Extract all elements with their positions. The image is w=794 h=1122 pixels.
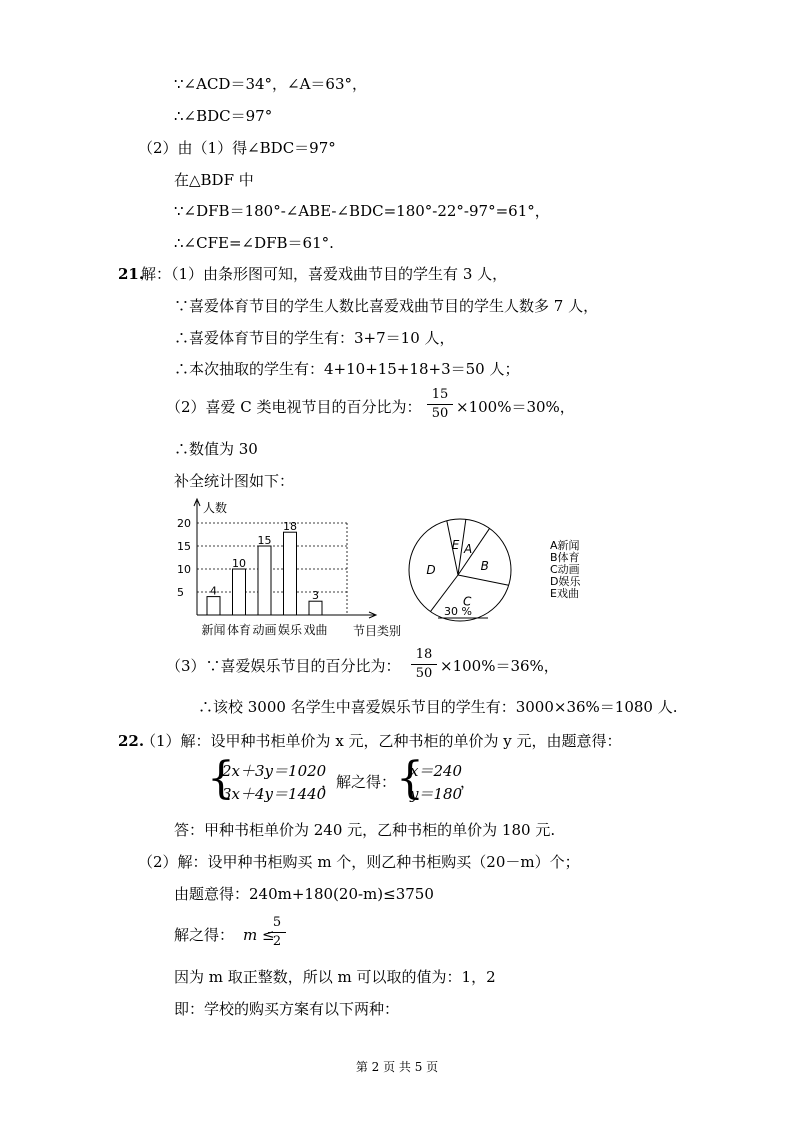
pie-slice-label: D	[426, 563, 436, 578]
bar-value-label: 10	[232, 557, 246, 570]
y-tick-label: 20	[177, 517, 191, 530]
bar-chart	[170, 495, 410, 640]
y-tick-label: 10	[177, 563, 191, 576]
text-line: 即：学校的购买方案有以下两种：	[174, 1000, 400, 1018]
legend-item: E戏曲	[550, 587, 579, 600]
left-brace: {	[396, 753, 424, 804]
text-line: ∵∠DFB＝180°-∠ABE-∠BDC=180°-22°-97°=61°，	[174, 202, 550, 220]
x-tick-label: 娱乐	[277, 623, 303, 637]
text-line: （1）解：设甲种书柜单价为 x 元，乙种书柜的单价为 y 元，由题意得：	[141, 732, 622, 750]
text-line: ∴喜爱体育节目的学生有：3+7＝10 人，	[174, 329, 455, 347]
pie-slice-label: A	[464, 541, 473, 556]
fraction	[411, 646, 437, 683]
text-line: ∴该校 3000 名学生中喜爱娱乐节目的学生有：3000×36%＝1080 人.	[198, 698, 678, 716]
page-footer: 第 2 页 共 5 页	[355, 1060, 439, 1074]
text-line: 答：甲种书柜单价为 240 元，乙种书柜的单价为 180 元.	[174, 821, 556, 839]
pie-slice-label: B	[480, 559, 489, 574]
bar-value-label: 15	[257, 534, 272, 547]
fraction-denominator: 2	[272, 934, 282, 949]
pie-legend	[550, 540, 580, 600]
bar	[207, 597, 220, 615]
text-line: ∴∠CFE=∠DFB＝61°.	[174, 234, 334, 252]
text-line: ∴本次抽取的学生有：4+10+15+18+3＝50 人；	[174, 360, 520, 378]
x-tick-label: 戏曲	[303, 623, 328, 637]
question-number: 21.	[118, 265, 145, 283]
text-line: ×100%＝36%，	[440, 657, 559, 675]
equation: y＝180	[410, 785, 463, 803]
text-line: 解之得：	[174, 926, 235, 944]
text-line: ，	[460, 773, 476, 791]
text-line: ∵∠ACD＝34°，∠A＝63°，	[174, 75, 368, 93]
text-line: （2）由（1）得∠BDC＝97°	[138, 139, 336, 157]
inequality: m ≤	[243, 926, 275, 944]
text-line: ，解之得：	[321, 773, 397, 791]
bar	[233, 569, 246, 615]
text-line: （2）解：设甲种书柜购买 m 个，则乙种书柜购买（20－m）个；	[138, 853, 580, 871]
fraction-numerator: 18	[411, 646, 437, 665]
y-tick-label: 15	[177, 540, 191, 553]
legend-item: B体育	[550, 551, 580, 564]
x-tick-label: 新闻	[201, 623, 226, 637]
legend-item: C动画	[550, 563, 580, 576]
pie-chart	[400, 515, 540, 625]
question-number: 22.	[118, 732, 145, 750]
text-line: 由题意得：240m+180(20-m)≤3750	[174, 885, 434, 903]
equation: x＝240	[410, 762, 463, 780]
text-line: ∴∠BDC＝97°	[174, 107, 273, 125]
text-line: 补全统计图如下：	[174, 472, 295, 490]
text-line: （2）喜爱 C 类电视节目的百分比为：	[166, 398, 422, 416]
fraction	[268, 914, 286, 951]
text-line: 解：（1）由条形图可知，喜爱戏曲节目的学生有 3 人，	[141, 265, 508, 283]
x-axis-label: 节目类别	[353, 624, 402, 638]
x-tick-label: 动画	[252, 623, 277, 637]
bar	[284, 532, 297, 615]
fraction-numerator: 5	[268, 914, 286, 933]
bar	[309, 601, 322, 615]
fraction-numerator: 15	[427, 386, 453, 405]
equation: 3x＋4y＝1440	[222, 785, 327, 803]
y-tick-label: 5	[177, 586, 184, 599]
y-axis-label: 人数	[203, 501, 228, 515]
equation: 2x＋3y＝1020	[222, 762, 327, 780]
text-line: 在△BDF 中	[174, 171, 254, 189]
text-line: ×100%＝30%，	[456, 398, 575, 416]
fraction-denominator: 50	[415, 666, 433, 681]
text-line: 因为 m 取正整数，所以 m 可以取的值为：1，2	[174, 968, 496, 986]
legend-item: D娱乐	[550, 575, 581, 588]
text-line: ∵喜爱体育节目的学生人数比喜爱戏曲节目的学生人数多 7 人，	[174, 297, 599, 315]
text-line: ∴数值为 30	[174, 440, 258, 458]
pie-slice-label: E	[451, 538, 460, 553]
fraction-denominator: 50	[431, 406, 449, 421]
bar	[258, 546, 271, 615]
text-line: （3）∵喜爱娱乐节目的百分比为：	[166, 657, 401, 675]
pie-annotation: 30 %	[444, 605, 472, 618]
bar-value-label: 3	[312, 589, 319, 603]
legend-item: A新闻	[550, 539, 580, 552]
bar-value-label: 18	[283, 520, 297, 534]
pie-slice-label: C	[462, 594, 472, 609]
left-brace: {	[207, 753, 235, 804]
x-tick-label: 体育	[226, 623, 252, 637]
bar-value-label: 4	[210, 584, 217, 598]
fraction	[427, 386, 453, 423]
